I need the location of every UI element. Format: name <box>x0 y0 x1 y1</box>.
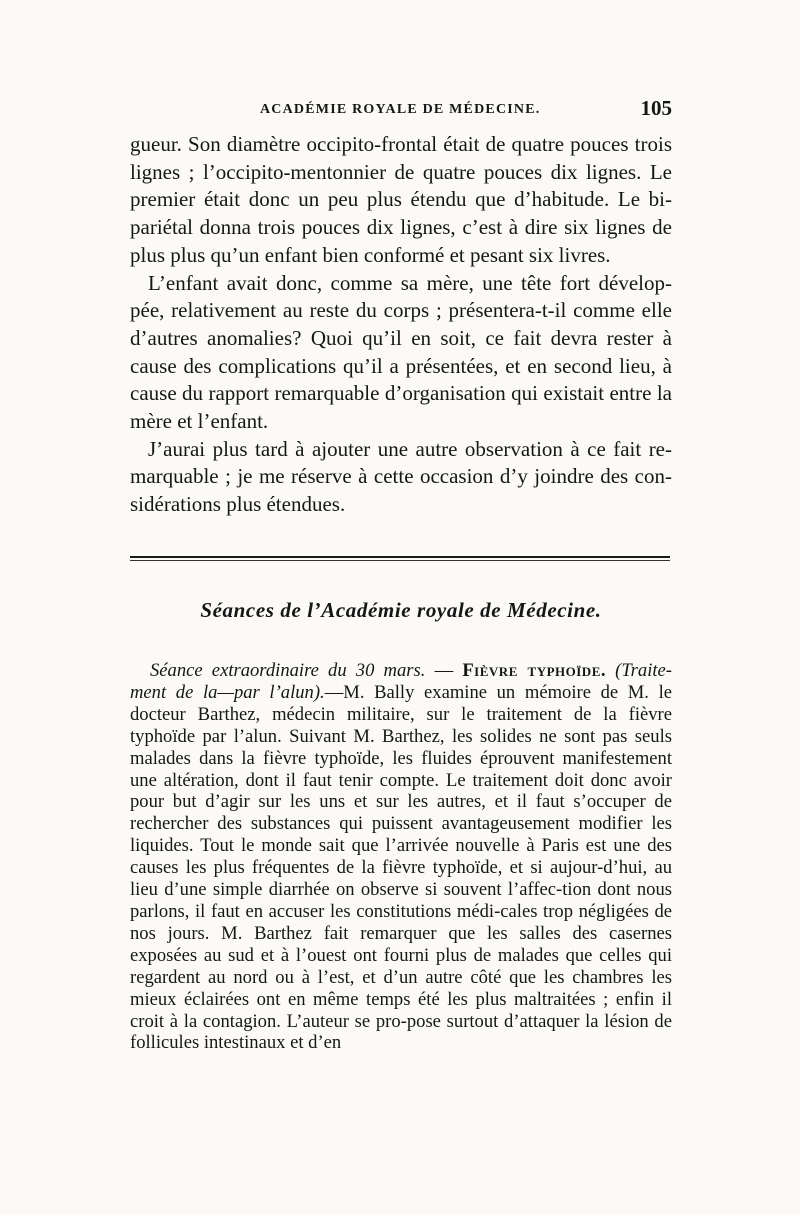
body-text <box>130 131 672 519</box>
session-topic: Fièvre typhoïde. <box>462 660 607 681</box>
session-minutes <box>130 660 672 1054</box>
paragraph: gueur. Son diamètre occipito-frontal était de quatre pouces trois lignes ; l’occipito-mentonnier de quatre pouces dix lignes. Le premier était donc un peu plus étendu que d’habitude. Le bi-pariétal donna trois pouces dix lignes, c’est à dire six lignes de plus plus qu’un enfant bien conformé et pesant six livres. <box>130 132 672 267</box>
session-topic-sub: (Traite-ment de la—par l’alun). <box>130 660 672 703</box>
session-dash: — <box>425 660 463 681</box>
running-title: ACADÉMIE ROYALE DE MÉDECINE. <box>260 102 541 117</box>
page-number: 105 <box>640 96 672 120</box>
running-head <box>130 96 672 124</box>
paragraph: J’aurai plus tard à ajouter une autre observation à ce fait re-marquable ; je me réserve à cette occasion d’y joindre des con-sidérations plus étendues. <box>130 436 672 517</box>
divider-thick-line <box>130 556 670 558</box>
divider-thin-line <box>130 560 670 561</box>
session-label: Séance extraordinaire du 30 mars. <box>150 660 426 681</box>
section-divider <box>130 556 670 562</box>
paragraph: L’enfant avait donc, comme sa mère, une tête fort dévelop-pée, relativement au reste du corps ; présentera-t-il comme elle d’autres anomalies? Quoi qu’il en soit, ce fait devra rester à cause des complications qu’il a présentées, et en second lieu, à cause du rapport remarquable d’organisation qui existait entre la mère et l’enfant. <box>130 270 672 434</box>
section-heading: Séances de l’Académie royale de Médecine. <box>200 598 602 622</box>
session-body: —M. Bally examine un mémoire de M. le docteur Barthez, médecin militaire, sur le traitement de la fièvre typhoïde par l’alun. Suivant M. Barthez, les solides ne sont pas seuls malades dans la fièvre typhoïde, les fluides éprouvent manifestement une altération, dont il faut tenir compte. Le traitement doit donc avoir pour but d’agir sur les uns et sur les autres, et il faut s’occuper de rechercher des substances qui puissent avantageusement modifier les liquides. Tout le monde sait que l’arrivée nouvelle à Paris est une des causes les plus fréquentes de la fièvre typhoïde, et si aujour-d’hui, au lieu d’une simple diarrhée on observe si souvent l’affec-tion dont nous parlons, il faut en accuser les constitutions médi-cales trop négligées de nos jours. M. Barthez fait remarquer que les salles des casernes exposées au sud et à l’ouest ont fourni plus de malades que celles qui regardent au nord ou à l’est, et d’un autre côté que les chambres les mieux éclairées ont en même temps été les plus maltraitées ; enfin il croit à la contagion. L’auteur se pro-pose surtout d’attaquer la lésion de follicules intestinaux et d’en <box>130 681 672 1054</box>
